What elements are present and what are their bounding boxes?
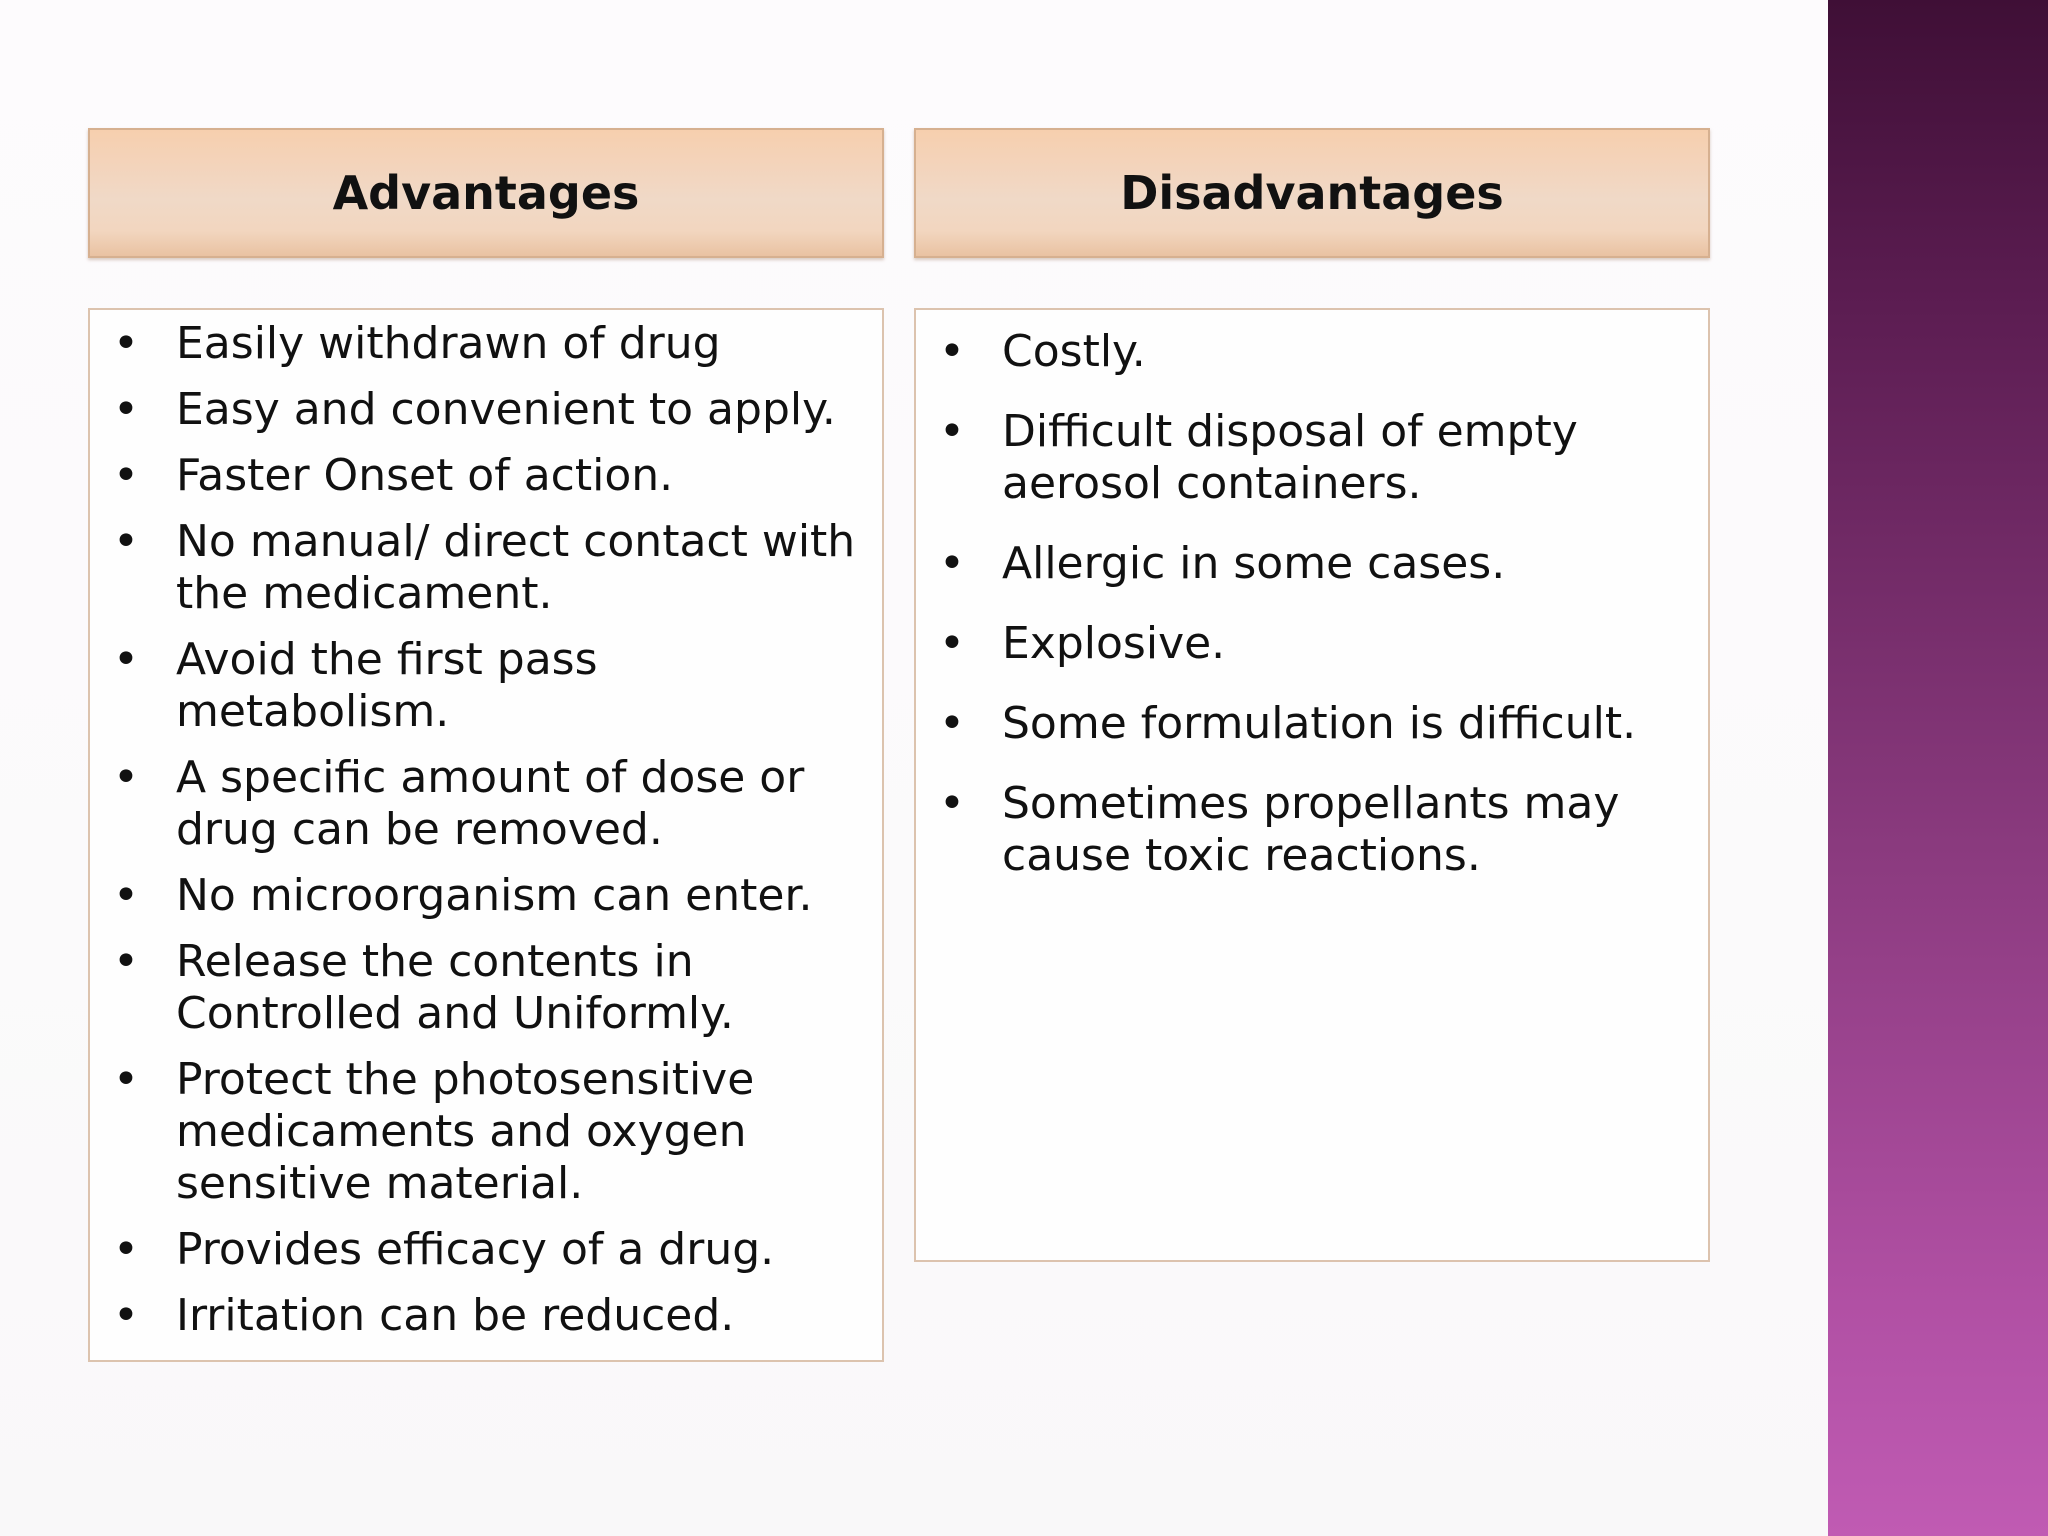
- advantages-list: [90, 318, 882, 1356]
- list-item: [916, 618, 1708, 670]
- bullet-icon: •: [939, 326, 965, 377]
- bullet-icon: •: [113, 318, 139, 369]
- list-item: [90, 752, 882, 856]
- list-item-text: Allergic in some cases.: [1002, 538, 1506, 589]
- advantages-header-label: Advantages: [332, 166, 640, 220]
- list-item: [90, 318, 882, 370]
- bullet-icon: •: [113, 634, 139, 685]
- list-item-text: Explosive.: [1002, 618, 1226, 669]
- list-item: [90, 1054, 882, 1210]
- list-item-text: Faster Onset of action.: [176, 450, 674, 501]
- list-item: [916, 698, 1708, 750]
- list-item: [916, 326, 1708, 378]
- decorative-side-band: [1828, 0, 2048, 1536]
- list-item: [916, 778, 1708, 882]
- list-item-text: Difficult disposal of empty aerosol containers.: [1002, 406, 1578, 509]
- bullet-icon: •: [113, 1224, 139, 1275]
- list-item: [916, 406, 1708, 510]
- list-item-text: Avoid the first pass metabolism.: [176, 634, 598, 737]
- list-item: [90, 1290, 882, 1342]
- list-item: [916, 538, 1708, 590]
- bullet-icon: •: [113, 752, 139, 803]
- bullet-icon: •: [113, 936, 139, 987]
- list-item-text: Easy and convenient to apply.: [176, 384, 836, 435]
- advantages-header: [88, 128, 884, 258]
- bullet-icon: •: [113, 450, 139, 501]
- list-item: [90, 516, 882, 620]
- list-item-text: Release the contents in Controlled and Uniformly.: [176, 936, 734, 1039]
- list-item-text: No microorganism can enter.: [176, 870, 813, 921]
- disadvantages-list: [916, 326, 1708, 910]
- bullet-icon: •: [939, 618, 965, 669]
- advantages-list-box: [88, 308, 884, 1362]
- list-item-text: Sometimes propellants may cause toxic reactions.: [1002, 778, 1620, 881]
- list-item-text: Costly.: [1002, 326, 1146, 377]
- list-item: [90, 870, 882, 922]
- bullet-icon: •: [939, 778, 965, 829]
- bullet-icon: •: [939, 406, 965, 457]
- list-item-text: A specific amount of dose or drug can be removed.: [176, 752, 805, 855]
- bullet-icon: •: [113, 1054, 139, 1105]
- list-item-text: Provides efficacy of a drug.: [176, 1224, 775, 1275]
- list-item-text: Irritation can be reduced.: [176, 1290, 735, 1341]
- list-item: [90, 936, 882, 1040]
- bullet-icon: •: [939, 538, 965, 589]
- bullet-icon: •: [113, 516, 139, 567]
- list-item: [90, 384, 882, 436]
- list-item-text: Easily withdrawn of drug: [176, 318, 721, 369]
- list-item-text: No manual/ direct contact with the medicament.: [176, 516, 856, 619]
- list-item: [90, 634, 882, 738]
- list-item-text: Some formulation is difficult.: [1002, 698, 1637, 749]
- list-item-text: Protect the photosensitive medicaments and oxygen sensitive material.: [176, 1054, 755, 1209]
- list-item: [90, 1224, 882, 1276]
- bullet-icon: •: [939, 698, 965, 749]
- disadvantages-list-box: [914, 308, 1710, 1262]
- bullet-icon: •: [113, 1290, 139, 1341]
- disadvantages-header-label: Disadvantages: [1120, 166, 1504, 220]
- list-item: [90, 450, 882, 502]
- bullet-icon: •: [113, 870, 139, 921]
- bullet-icon: •: [113, 384, 139, 435]
- disadvantages-header: [914, 128, 1710, 258]
